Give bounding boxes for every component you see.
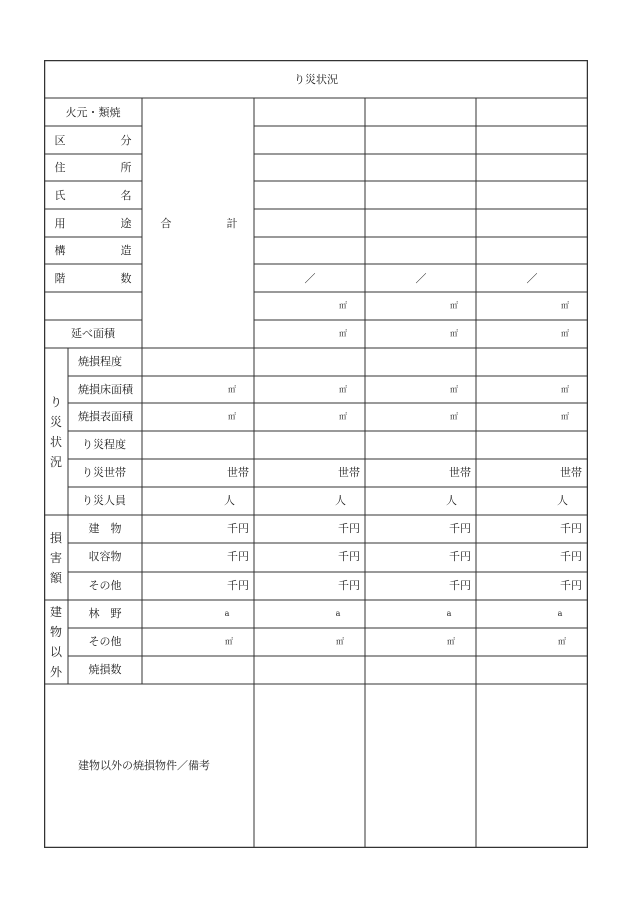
unit-person: 人 [224, 494, 235, 507]
group-label-char: 状 [49, 435, 62, 449]
unit-sqm: ㎡ [561, 329, 569, 338]
unit-person: 人 [557, 494, 568, 507]
unit-sqm: ㎡ [225, 637, 233, 646]
unit-thousand-yen: 千円 [227, 579, 249, 592]
unit-thousand-yen: 千円 [449, 579, 471, 592]
unit-sqm: ㎡ [228, 385, 236, 394]
row-label-fire-origin: 火元・類焼 [65, 106, 121, 119]
unit-thousand-yen: 千円 [227, 522, 249, 535]
group-label-char: 外 [49, 665, 62, 679]
unit-sqm: ㎡ [558, 637, 566, 646]
unit-household: 世帯 [560, 466, 582, 479]
unit-household: 世帯 [227, 466, 249, 479]
row-label-total-floor-area: 延べ面積 [71, 327, 115, 340]
floors-mark: ／ [304, 272, 316, 285]
unit-are: a [335, 609, 341, 618]
unit-thousand-yen: 千円 [560, 522, 582, 535]
row-label-burn-degree: 焼損程度 [78, 355, 122, 368]
group-label-char: り [49, 395, 62, 409]
group-label-char: 建 [49, 605, 62, 619]
row-label-disaster-persons: り災人員 [82, 494, 126, 507]
row-label-address: 住 所 [54, 161, 154, 174]
unit-sqm: ㎡ [339, 385, 347, 394]
unit-person: 人 [335, 494, 346, 507]
unit-thousand-yen: 千円 [560, 550, 582, 563]
unit-are: a [224, 609, 230, 618]
row-label-loss-building: 建 物 [88, 522, 122, 535]
row-label-disaster-degree: り災程度 [82, 438, 126, 451]
unit-thousand-yen: 千円 [338, 550, 360, 563]
floors-mark: ／ [526, 272, 538, 285]
group-label-char: 災 [49, 415, 62, 429]
group-label-char: 物 [49, 625, 62, 639]
group-label-char: 害 [49, 551, 62, 565]
unit-sqm: ㎡ [561, 412, 569, 421]
floors-mark: ／ [415, 272, 427, 285]
row-label-usage: 用 途 [54, 217, 154, 230]
unit-sqm: ㎡ [561, 385, 569, 394]
unit-sqm: ㎡ [450, 329, 458, 338]
row-label-nonbuilding-other: その他 [88, 635, 122, 648]
unit-thousand-yen: 千円 [338, 579, 360, 592]
group-label-char: 況 [49, 455, 62, 469]
group-label-non-building [49, 602, 63, 682]
unit-sqm: ㎡ [336, 637, 344, 646]
row-label-burn-count: 焼損数 [88, 663, 122, 676]
group-label-char: 損 [49, 531, 62, 545]
unit-sqm: ㎡ [339, 412, 347, 421]
disaster-status-form [44, 60, 588, 848]
unit-sqm: ㎡ [339, 329, 347, 338]
unit-thousand-yen: 千円 [338, 522, 360, 535]
row-label-burn-floor-area: 焼損床面積 [78, 383, 133, 396]
row-label-burn-surface-area: 焼損表面積 [78, 410, 133, 423]
form-title: り災状況 [294, 73, 338, 86]
group-label-char: 額 [49, 571, 62, 585]
unit-thousand-yen: 千円 [449, 522, 471, 535]
row-label-forest: 林 野 [88, 607, 122, 620]
unit-sqm: ㎡ [339, 301, 347, 310]
row-label-name: 氏 名 [54, 189, 154, 202]
unit-are: a [557, 609, 563, 618]
unit-are: a [446, 609, 452, 618]
row-label-floors: 階 数 [54, 272, 154, 285]
unit-sqm: ㎡ [450, 412, 458, 421]
unit-sqm: ㎡ [447, 637, 455, 646]
unit-household: 世帯 [449, 466, 471, 479]
unit-thousand-yen: 千円 [449, 550, 471, 563]
remarks-label: 建物以外の焼損物件／備考 [78, 759, 210, 772]
group-label-char: 以 [49, 645, 62, 659]
unit-sqm: ㎡ [228, 412, 236, 421]
unit-thousand-yen: 千円 [227, 550, 249, 563]
unit-household: 世帯 [338, 466, 360, 479]
unit-person: 人 [446, 494, 457, 507]
row-label-loss-contents: 収容物 [88, 550, 122, 563]
form-grid [44, 60, 588, 848]
row-label-loss-other: その他 [88, 579, 122, 592]
unit-sqm: ㎡ [450, 385, 458, 394]
unit-sqm: ㎡ [450, 301, 458, 310]
row-label-disaster-households: り災世帯 [82, 466, 126, 479]
unit-sqm: ㎡ [561, 301, 569, 310]
group-label-loss-amount [49, 528, 63, 588]
unit-thousand-yen: 千円 [560, 579, 582, 592]
row-label-structure: 構 造 [54, 244, 154, 257]
total-column-label: 合 計 [160, 217, 260, 230]
group-label-damage-status [49, 392, 63, 472]
row-label-category: 区 分 [54, 134, 154, 147]
